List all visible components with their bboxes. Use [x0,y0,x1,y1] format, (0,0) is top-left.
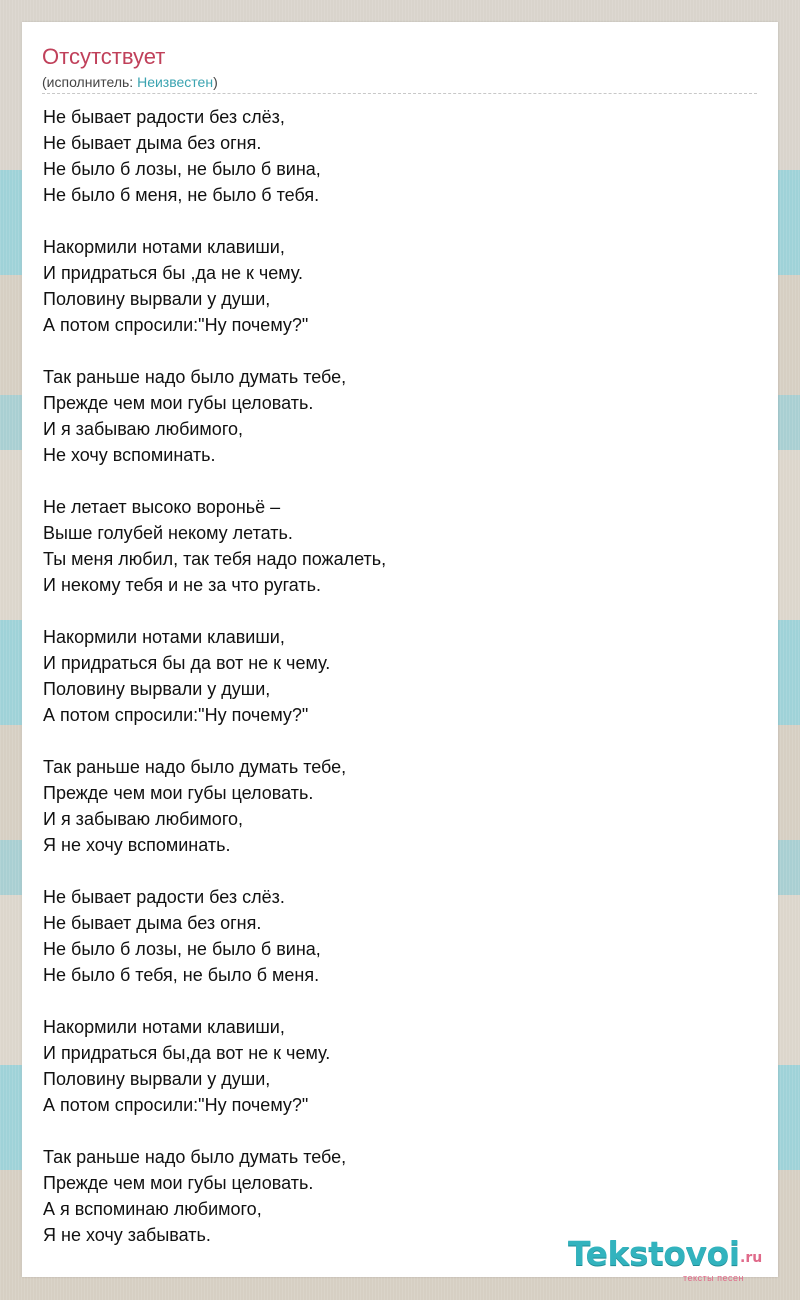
song-title: Отсутствует [42,44,166,69]
lyric-line: Прежде чем мои губы целовать. [43,1173,314,1193]
lyric-line: Не летает высоко вороньё – [43,497,281,517]
stanza-break [43,988,743,1014]
stanza-break [43,208,743,234]
lyric-line: Не хочу вспоминать. [43,445,216,465]
lyrics-card [22,22,778,1283]
lyric-line: Накормили нотами клавиши, [43,627,285,647]
lyrics-text [43,104,743,1248]
lyric-line: Я не хочу вспоминать. [43,835,231,855]
lyric-line: Так раньше надо было думать тебе, [43,367,347,387]
stanza-break [43,728,743,754]
lyric-line: Не бывает дыма без огня. [43,913,262,933]
lyric-line: Половину вырвали у души, [43,289,271,309]
lyric-line: А потом спросили:"Ну почему?" [43,705,309,725]
lyric-line: Не было б лозы, не было б вина, [43,159,321,179]
lyric-line: Так раньше надо было думать тебе, [43,757,347,777]
lyric-line: Так раньше надо было думать тебе, [43,1147,347,1167]
artist-link[interactable]: Неизвестен [137,74,214,90]
site-logo[interactable] [568,1234,778,1284]
lyric-line: И я забываю любимого, [43,809,244,829]
lyric-line: И я забываю любимого, [43,419,244,439]
lyric-line: Накормили нотами клавиши, [43,1017,285,1037]
stanza-break [43,468,743,494]
lyric-line: Половину вырвали у души, [43,679,271,699]
lyric-line: Ты меня любил, так тебя надо пожалеть, [43,549,387,569]
stanza-break [43,598,743,624]
stanza-break [43,858,743,884]
lyric-line: И некому тебя и не за что ругать. [43,575,321,595]
lyric-line: А потом спросили:"Ну почему?" [43,315,309,335]
lyric-line: Я не хочу забывать. [43,1225,211,1245]
lyric-line: А я вспоминаю любимого, [43,1199,262,1219]
title-divider [42,93,757,94]
lyric-line: Не бывает радости без слёз, [43,107,285,127]
artist-line [42,73,218,91]
lyric-line: Прежде чем мои губы целовать. [43,783,314,803]
lyric-line: А потом спросили:"Ну почему?" [43,1095,309,1115]
logo-wordmark: Tekstovoi [568,1234,740,1273]
lyric-line: Не было б лозы, не было б вина, [43,939,321,959]
lyric-line: И придраться бы да вот не к чему. [43,653,331,673]
lyric-line: Выше голубей некому летать. [43,523,293,543]
lyric-line: Не было б меня, не было б тебя. [43,185,320,205]
lyric-line: Не было б тебя, не было б меня. [43,965,320,985]
lyric-line: И придраться бы,да вот не к чему. [43,1043,331,1063]
lyric-line: Не бывает радости без слёз. [43,887,285,907]
logo-tagline: тексты песен [683,1273,745,1283]
lyric-line: Половину вырвали у души, [43,1069,271,1089]
logo-tld: .ru [740,1250,763,1266]
lyric-line: Не бывает дыма без огня. [43,133,262,153]
stanza-break [43,338,743,364]
lyric-line: И придраться бы ,да не к чему. [43,263,304,283]
lyric-line: Накормили нотами клавиши, [43,237,285,257]
lyric-line: Прежде чем мои губы целовать. [43,393,314,413]
stanza-break [43,1118,743,1144]
artist-suffix: ) [213,74,218,90]
artist-prefix: (исполнитель: [42,74,138,90]
